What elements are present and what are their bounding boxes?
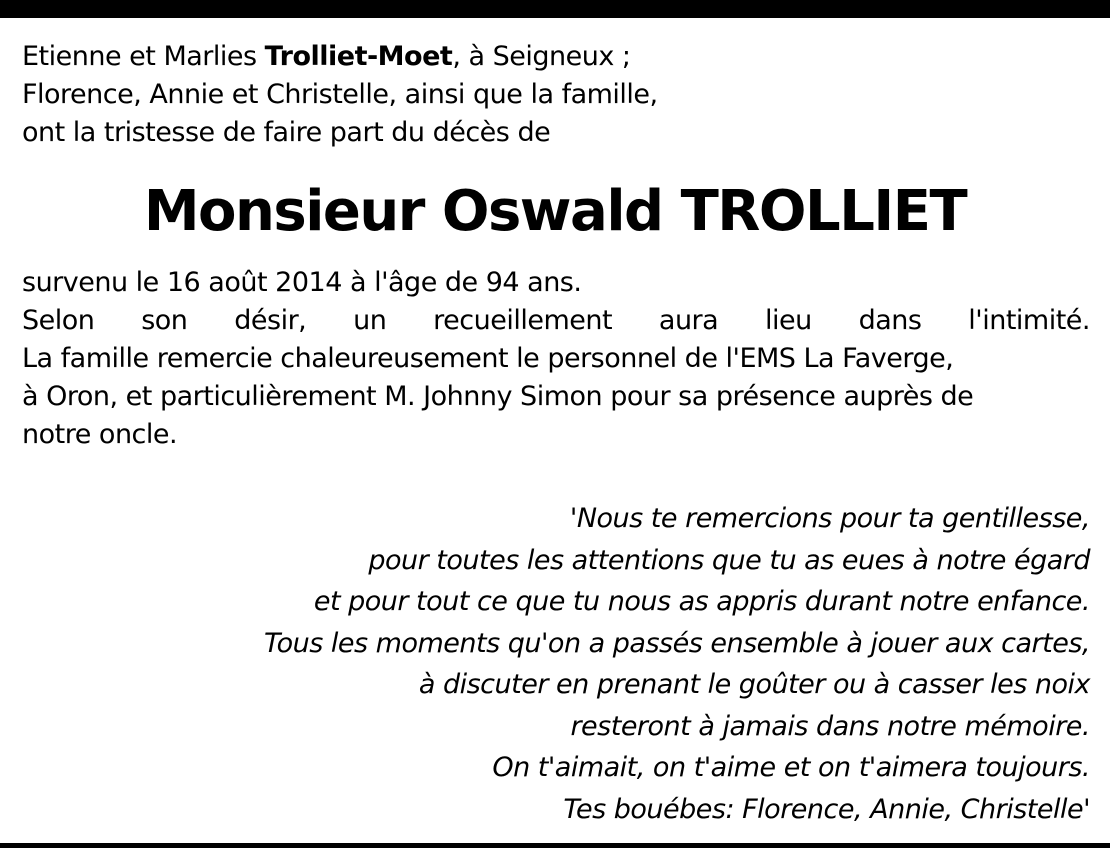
body-line-4: à Oron, et particulièrement M. Johnny Simon pour sa présence auprès de	[22, 381, 974, 412]
announcement-intro	[22, 38, 1090, 152]
poem-line: à discuter en prenant le goûter ou à casser les noix	[418, 669, 1090, 700]
intro-location: , à Seigneux ;	[452, 41, 631, 72]
top-border	[0, 0, 1110, 18]
deceased-name: Monsieur Oswald TROLLIET	[143, 179, 967, 244]
intro-line-1	[22, 38, 1090, 76]
body-line-1: survenu le 16 août 2014 à l'âge de 94 ans.	[22, 267, 582, 298]
family-surname: Trolliet-Moet	[264, 41, 453, 72]
poem-line: et pour tout ce que tu nous as appris durant notre enfance.	[313, 586, 1090, 617]
bottom-border	[0, 843, 1110, 848]
intro-line-3: ont la tristesse de faire part du décès de	[22, 117, 551, 148]
tribute-poem	[40, 498, 1090, 830]
announcement-body	[22, 264, 1090, 454]
poem-line: On t'aimait, on t'aime et on t'aimera toujours.	[492, 752, 1090, 783]
intro-line-2: Florence, Annie et Christelle, ainsi que la famille,	[22, 79, 658, 110]
poem-line: 'Nous te remercions pour ta gentillesse,	[569, 503, 1090, 534]
poem-line: Tes bouébes: Florence, Annie, Christelle'	[563, 793, 1090, 825]
body-line-3: La famille remercie chaleureusement le personnel de l'EMS La Faverge,	[22, 343, 954, 374]
poem-line: Tous les moments qu'on a passés ensemble à jouer aux cartes,	[263, 627, 1090, 659]
body-line-5: notre oncle.	[22, 419, 178, 450]
intro-names-prefix: Etienne et Marlies	[22, 41, 265, 72]
body-line-2: Selon son désir, un recueillement aura lieu dans l'intimité.	[22, 305, 1090, 336]
poem-line: pour toutes les attentions que tu as eues à notre égard	[368, 544, 1090, 576]
poem-line: resteront à jamais dans notre mémoire.	[570, 710, 1090, 742]
